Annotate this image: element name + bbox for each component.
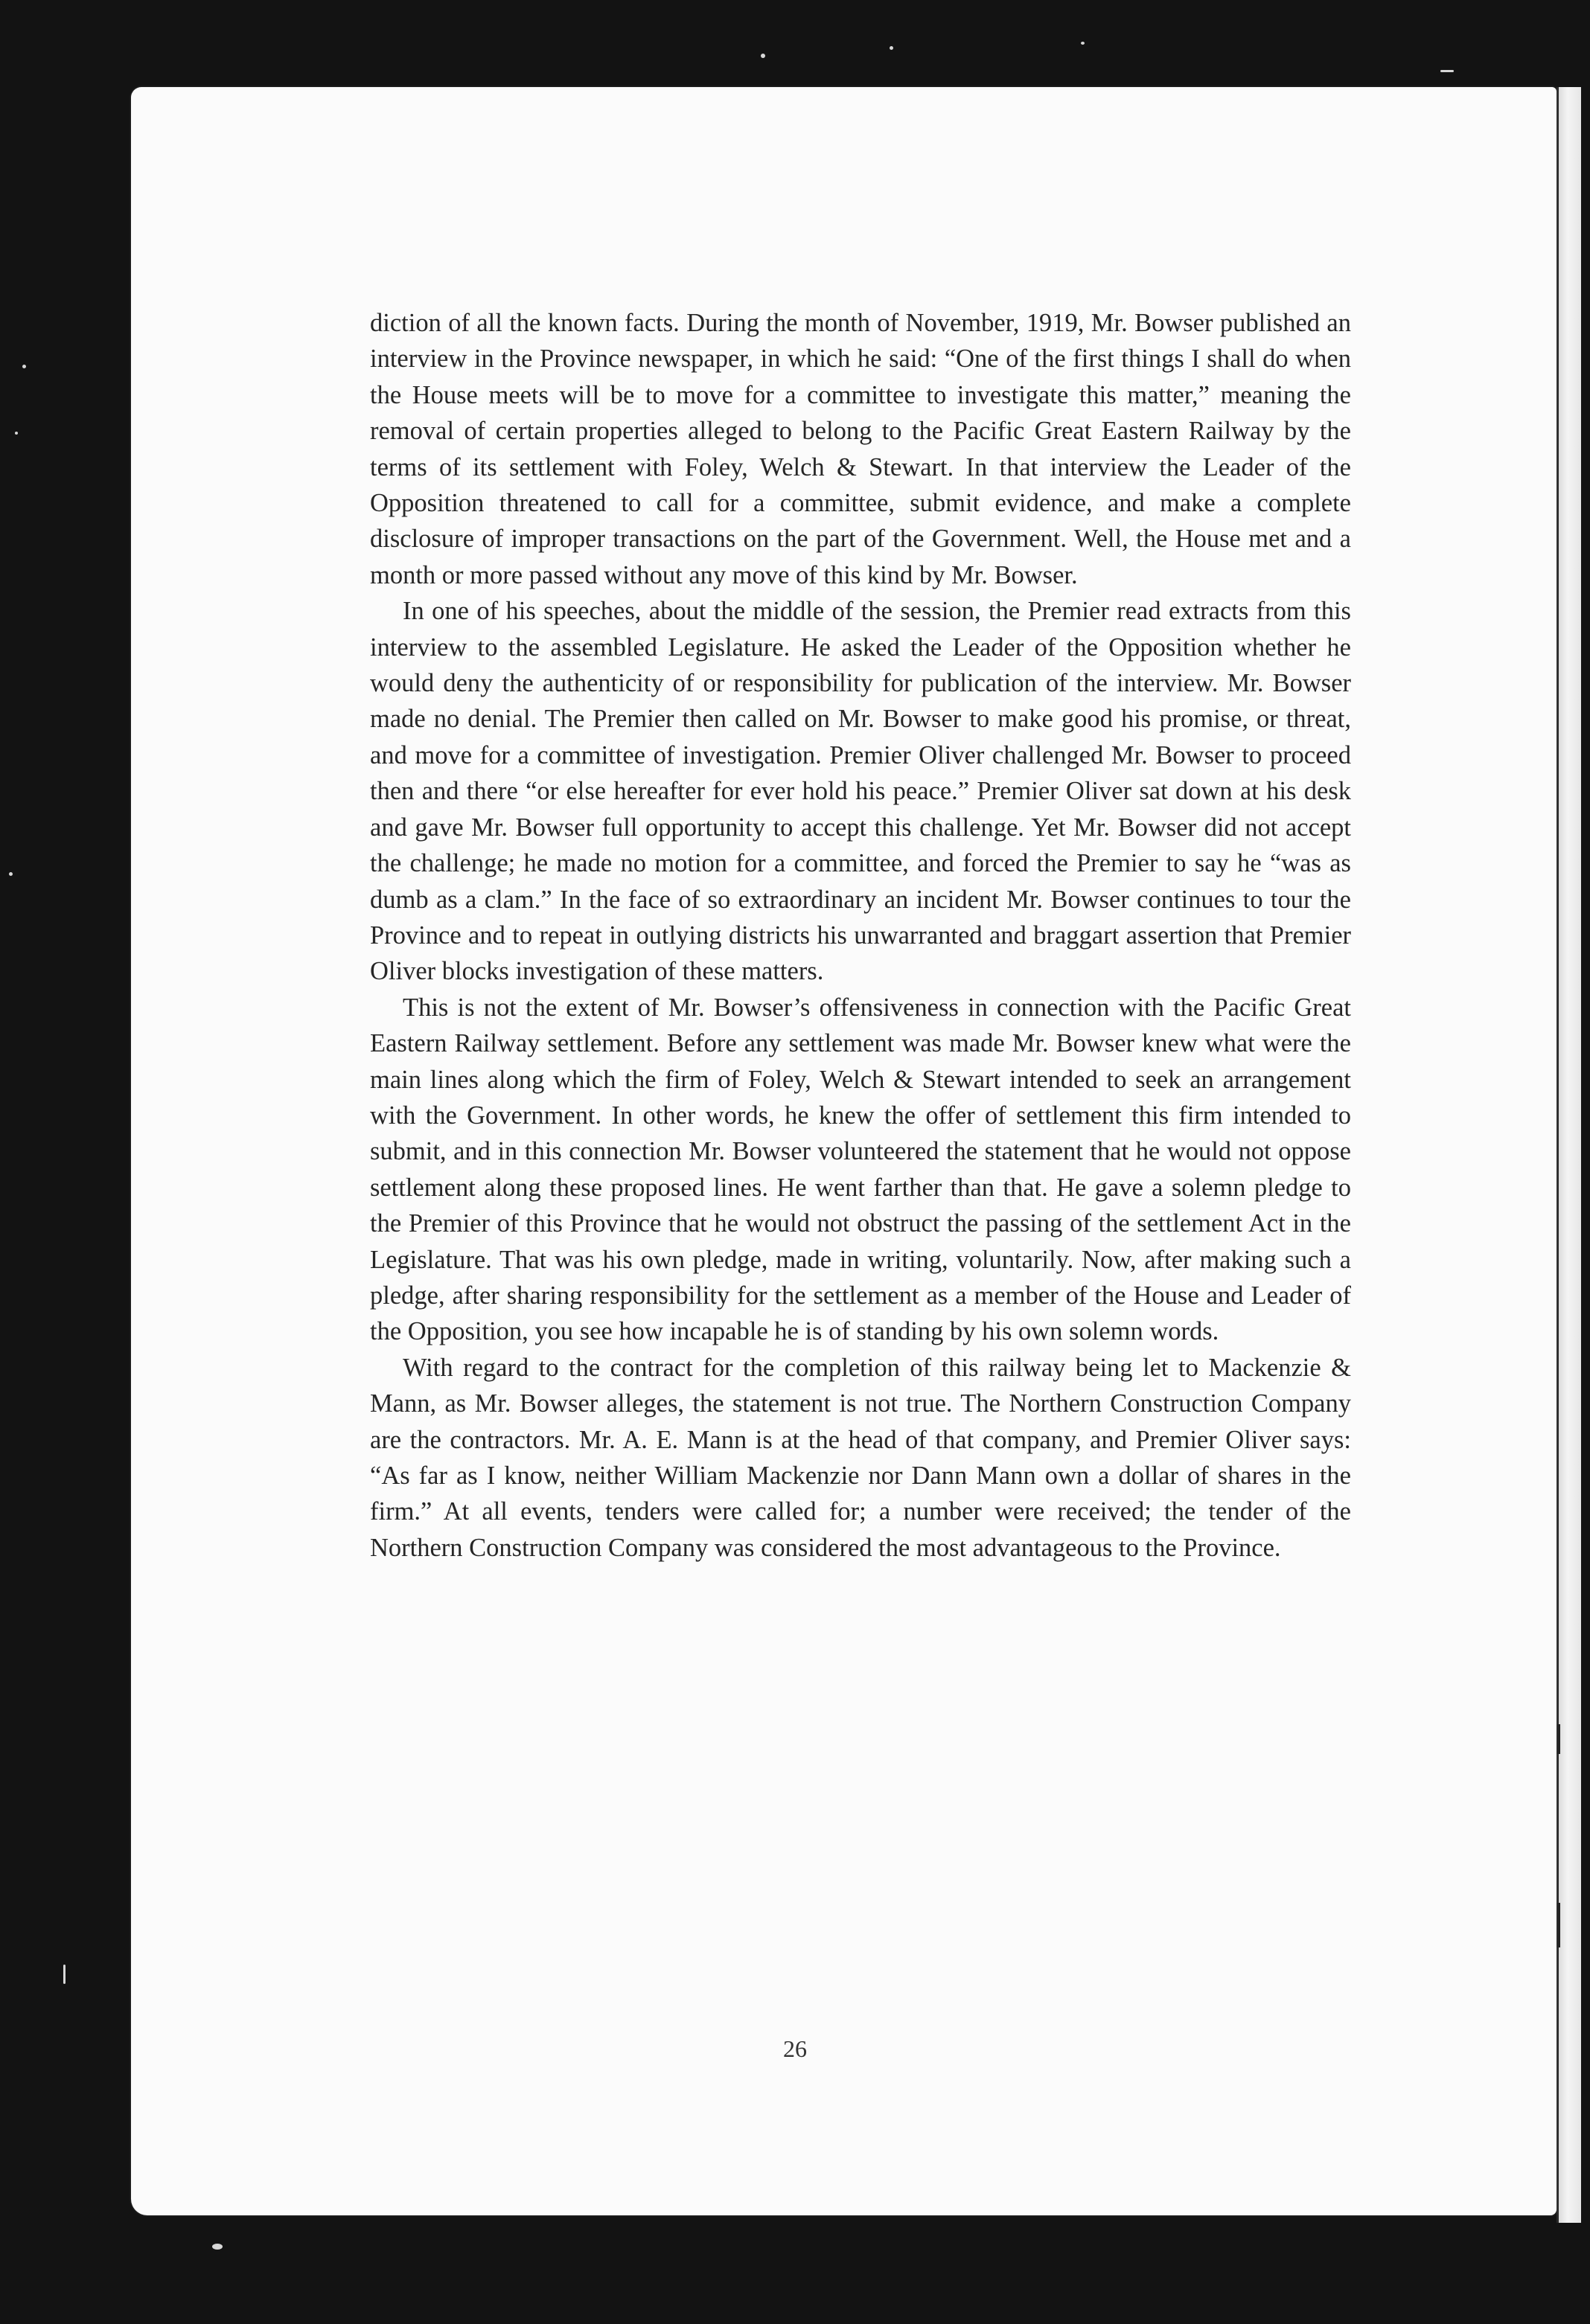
scan-speck: [15, 432, 18, 435]
paragraph-1: diction of all the known facts. During the month of November, 1919, Mr. Bowser published an interview in the Province newspaper, in which he said: “One of the first things I shall do when the House meets will be to move for a committee to investigate this matter,” meaning the removal of certain properties alleged to belong to the Pacific Great Eastern Railway by the terms of its settlement with Foley, Welch & Stewart. In that interview the Leader of the Opposition threatened to call for a committee, submit evidence, and make a complete disclosure of improper transactions on the part of the Government. Well, the House met and a month or more passed without any move of this kind by Mr. Bowser.: [370, 309, 1351, 589]
scan-speck: [212, 2244, 223, 2250]
paragraph-3: This is not the extent of Mr. Bowser’s offensiveness in connection with the Pacific Great Eastern Railway settlement. Before any settlement was made Mr. Bowser knew what were the main lines along which the firm of Foley, Welch & Stewart intended to seek an arrangement with the Government. In other words, he knew the offer of settlement this firm intended to submit, and in this connection Mr. Bowser volunteered the statement that he would not oppose settlement along these proposed lines. He went farther than that. He gave a solemn pledge to the Premier of this Province that he would not obstruct the passing of the settlement Act in the Legislature. That was his own pledge, made in writing, voluntarily. Now, after making such a pledge, after sharing responsibility for the settlement as a member of the House and Leader of the Opposition, you see how incapable he is of standing by his own solemn words.: [370, 993, 1351, 1346]
scan-speck: [22, 365, 26, 368]
scan-speck: [890, 46, 893, 50]
scan-speck: [761, 54, 765, 58]
paragraph-4: With regard to the contract for the completion of this railway being let to Mackenzie & Mann, as Mr. Bowser alleges, the statement is not true. The Northern Construction Company are the contractors. Mr. A. E. Mann is at the head of that company, and Premier Oliver says: “As far as I know, neither William Mackenzie nor Dann Mann own a dollar of shares in the firm.” At all events, tenders were called for; a number were received; the tender of the Northern Construction Company was considered the most advantageous to the Province.: [370, 1353, 1351, 1562]
adjacent-page-edge: [1557, 87, 1581, 2223]
scan-speck: [1081, 42, 1085, 45]
body-text: [370, 305, 1351, 1566]
paragraph-2: In one of his speeches, about the middle of the session, the Premier read extracts from this interview to the assembled Legislature. He asked the Leader of the Opposition whether he would deny the authenticity of or responsibility for publication of the interview. Mr. Bowser made no denial. The Premier then called on Mr. Bowser to make good his promise, or threat, and move for a committee of investigation. Premier Oliver challenged Mr. Bowser to proceed then and there “or else hereafter for ever hold his peace.” Premier Oliver sat down at his desk and gave Mr. Bowser full opportunity to accept this challenge. Yet Mr. Bowser did not accept the challenge; he made no motion for a committee, and forced the Premier to say he “was as dumb as a clam.” In the face of so extraordinary an incident Mr. Bowser continues to tour the Province and to repeat in outlying districts his unwarranted and braggart assertion that Premier Oliver blocks investigation of these matters.: [370, 597, 1351, 986]
page-number: 26: [783, 2035, 807, 2062]
scan-speck: [9, 872, 13, 876]
scan-speck: [1440, 70, 1454, 72]
scan-speck: [63, 1965, 66, 1984]
